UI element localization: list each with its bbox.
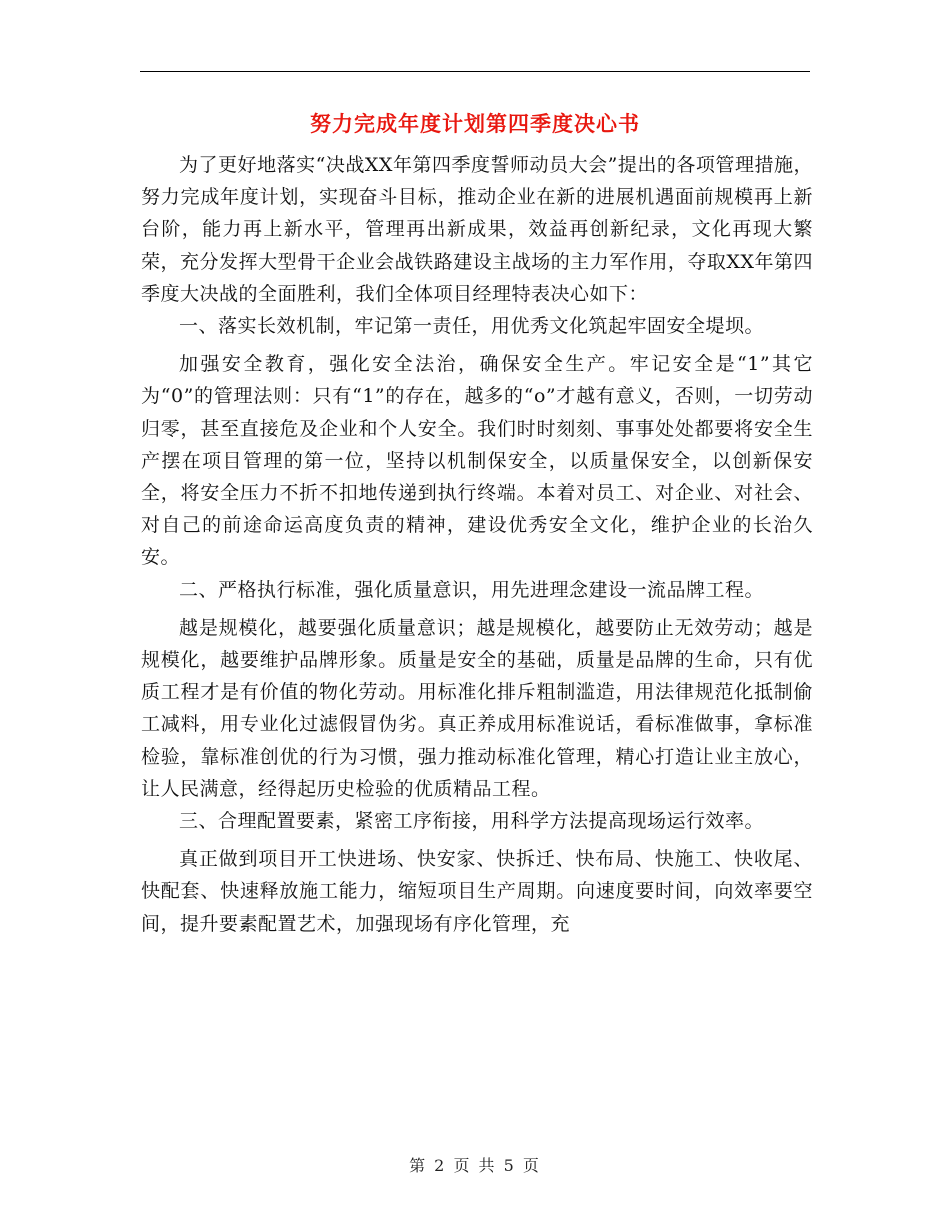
section-heading-3: 三、合理配置要素，紧密工序衔接，用科学方法提高现场运行效率。 (179, 810, 765, 833)
paragraph-quality: 越是规模化，越要强化质量意识；越是规模化，越要防止无效劳动；越是规模化，越要维护品牌形象。质量是安全的基础，质量是品牌的生命，只有优质工程才是有价值的物化劳动。用标准化排斥粗制滥造，用法律规范化抵制偷工减料，用专业化过滤假冒伪劣。真正养成用标准说话，看标准做事，拿标准检验，靠标准创优的行为习惯，强力推动标准化管理，精心打造让业主放心，让人民满意，经得起历史检验的优质精品工程。 (141, 616, 813, 800)
paragraph-safety: 加强安全教育，强化安全法治，确保安全生产。牢记安全是“1”其它为“0”的管理法则：只有“1”的存在，越多的“o”才越有意义，否则，一切劳动归零，甚至直接危及企业和个人安全。我们时时刻刻、事事处处都要将安全生产摆在项目管理的第一位，坚持以机制保安全，以质量保安全，以创新保安全，将安全压力不折不扣地传递到执行终端。本着对员工、对企业、对社会、对自己的前途命运高度负责的精神，建设优秀安全文化，维护企业的长治久安。 (141, 353, 813, 569)
section-heading-1: 一、落实长效机制，牢记第一责任，用优秀文化筑起牢固安全堤坝。 (179, 315, 765, 338)
header-rule (140, 71, 810, 72)
paragraph-efficiency: 真正做到项目开工快进场、快安家、快拆迁、快布局、快施工、快收尾、快配套、快速释放施工能力，缩短项目生产周期。向速度要时间，向效率要空间，提升要素配置艺术，加强现场有序化管理，充 (141, 848, 813, 935)
paragraph-intro: 为了更好地落实“决战XX年第四季度誓师动员大会”提出的各项管理措施，努力完成年度计划，实现奋斗目标，推动企业在新的进展机遇面前规模再上新台阶，能力再上新水平，管理再出新成果，效益再创新纪录，文化再现大繁荣，充分发挥大型骨干企业会战铁路建设主战场的主力军作用，夺取XX年第四季度大决战的全面胜利，我们全体项目经理特表决心如下： (141, 154, 813, 305)
section-heading-2: 二、严格执行标准，强化质量意识，用先进理念建设一流品牌工程。 (179, 578, 765, 601)
document-body (141, 149, 813, 940)
page-footer: 第 2 页 共 5 页 (409, 1156, 541, 1175)
document-title: 努力完成年度计划第四季度决心书 (310, 111, 640, 136)
